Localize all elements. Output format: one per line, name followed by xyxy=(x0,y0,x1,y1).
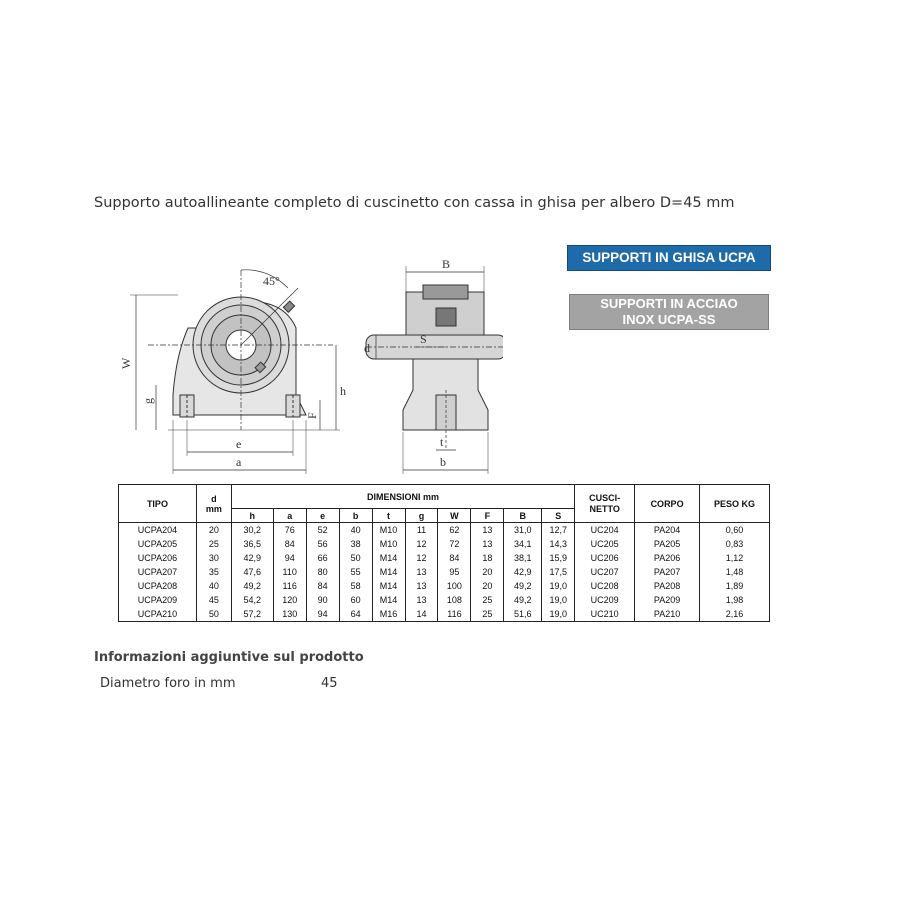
subheader-B: B xyxy=(504,509,542,523)
table-cell: 12,7 xyxy=(542,523,575,538)
label-F: F xyxy=(305,412,319,419)
info-title: Informazioni aggiuntive sul prodotto xyxy=(94,650,364,665)
table-cell: 13 xyxy=(471,523,504,538)
table-row xyxy=(119,607,770,622)
table-cell: UC209 xyxy=(575,593,635,607)
table-cell: 25 xyxy=(471,593,504,607)
subheader-W: W xyxy=(438,509,471,523)
table-cell: M10 xyxy=(372,537,405,551)
table-row xyxy=(119,593,770,607)
table-cell: PA208 xyxy=(635,579,700,593)
label-B: B xyxy=(442,257,451,271)
table-cell: 17,5 xyxy=(542,565,575,579)
table-cell: 57,2 xyxy=(231,607,273,622)
table-cell: 34,1 xyxy=(504,537,542,551)
table-cell: 80 xyxy=(306,565,339,579)
header-dimensioni: DIMENSIONI mm xyxy=(231,485,574,509)
table-cell: 62 xyxy=(438,523,471,538)
table-cell: 56 xyxy=(306,537,339,551)
table-cell: 0,60 xyxy=(700,523,770,538)
supporti-inox-button[interactable]: SUPPORTI IN ACCIAO INOX UCPA-SS xyxy=(569,294,769,330)
table-cell: 42,9 xyxy=(231,551,273,565)
info-label: Diametro foro in mm xyxy=(100,676,236,691)
label-angle: 45° xyxy=(263,274,280,288)
table-cell: M14 xyxy=(372,551,405,565)
label-W: W xyxy=(119,357,133,369)
table-cell: 40 xyxy=(339,523,372,538)
table-cell: 54,2 xyxy=(231,593,273,607)
table-cell: PA210 xyxy=(635,607,700,622)
table-cell: 84 xyxy=(273,537,306,551)
table-cell: 1,48 xyxy=(700,565,770,579)
table-cell: 76 xyxy=(273,523,306,538)
table-cell: 19,0 xyxy=(542,607,575,622)
label-S: S xyxy=(420,332,427,346)
table-cell: 2,16 xyxy=(700,607,770,622)
technical-drawing xyxy=(118,250,503,475)
table-cell: UCPA209 xyxy=(119,593,197,607)
table-cell: 13 xyxy=(405,565,438,579)
table-cell: M14 xyxy=(372,579,405,593)
table-cell: 30,2 xyxy=(231,523,273,538)
table-cell: 13 xyxy=(405,593,438,607)
table-row xyxy=(119,537,770,551)
table-cell: 95 xyxy=(438,565,471,579)
table-cell: 0,83 xyxy=(700,537,770,551)
side-view xyxy=(366,266,503,474)
table-cell: UC204 xyxy=(575,523,635,538)
header-corpo: CORPO xyxy=(635,485,700,523)
table-cell: 14 xyxy=(405,607,438,622)
table-cell: 25 xyxy=(471,607,504,622)
table-cell: UCPA205 xyxy=(119,537,197,551)
header-tipo: TIPO xyxy=(119,485,197,523)
label-t: t xyxy=(440,435,444,449)
table-cell: 19,0 xyxy=(542,579,575,593)
table-cell: 90 xyxy=(306,593,339,607)
table-cell: 42,9 xyxy=(504,565,542,579)
table-cell: 64 xyxy=(339,607,372,622)
table-cell: 50 xyxy=(196,607,231,622)
table-cell: 120 xyxy=(273,593,306,607)
subheader-S: S xyxy=(542,509,575,523)
table-cell: 38 xyxy=(339,537,372,551)
table-cell: M14 xyxy=(372,593,405,607)
front-view xyxy=(130,270,340,474)
table-cell: 35 xyxy=(196,565,231,579)
table-cell: UC205 xyxy=(575,537,635,551)
table-cell: 84 xyxy=(306,579,339,593)
table-cell: UC210 xyxy=(575,607,635,622)
table-cell: 130 xyxy=(273,607,306,622)
table-cell: 52 xyxy=(306,523,339,538)
table-cell: 13 xyxy=(405,579,438,593)
subheader-t: t xyxy=(372,509,405,523)
table-cell: M14 xyxy=(372,565,405,579)
subheader-a: a xyxy=(273,509,306,523)
table-cell: PA207 xyxy=(635,565,700,579)
table-cell: PA204 xyxy=(635,523,700,538)
table-cell: 1,98 xyxy=(700,593,770,607)
table-cell: 100 xyxy=(438,579,471,593)
table-cell: M10 xyxy=(372,523,405,538)
table-cell: 116 xyxy=(438,607,471,622)
table-cell: 94 xyxy=(306,607,339,622)
table-cell: 72 xyxy=(438,537,471,551)
subheader-F: F xyxy=(471,509,504,523)
table-cell: 60 xyxy=(339,593,372,607)
header-d: d mm xyxy=(196,485,231,523)
table-cell: 25 xyxy=(196,537,231,551)
table-cell: 108 xyxy=(438,593,471,607)
table-cell: 13 xyxy=(471,537,504,551)
table-cell: 58 xyxy=(339,579,372,593)
info-value: 45 xyxy=(321,676,338,691)
label-h: h xyxy=(340,384,346,398)
table-cell: 1,12 xyxy=(700,551,770,565)
table-row xyxy=(119,565,770,579)
table-cell: 15,9 xyxy=(542,551,575,565)
table-cell: 18 xyxy=(471,551,504,565)
table-cell: 20 xyxy=(471,579,504,593)
table-cell: 47,6 xyxy=(231,565,273,579)
table-cell: 31,0 xyxy=(504,523,542,538)
table-cell: 12 xyxy=(405,537,438,551)
table-cell: UC206 xyxy=(575,551,635,565)
table-cell: 38,1 xyxy=(504,551,542,565)
table-cell: 66 xyxy=(306,551,339,565)
table-cell: 50 xyxy=(339,551,372,565)
table-cell: 11 xyxy=(405,523,438,538)
subheader-b: b xyxy=(339,509,372,523)
table-cell: UCPA208 xyxy=(119,579,197,593)
header-peso: PESO KG xyxy=(700,485,770,523)
table-cell: PA206 xyxy=(635,551,700,565)
subheader-h: h xyxy=(231,509,273,523)
label-a: a xyxy=(236,455,242,469)
table-cell: 55 xyxy=(339,565,372,579)
table-cell: UCPA204 xyxy=(119,523,197,538)
subheader-g: g xyxy=(405,509,438,523)
table-cell: 20 xyxy=(471,565,504,579)
table-cell: 94 xyxy=(273,551,306,565)
table-row xyxy=(119,579,770,593)
table-cell: UC208 xyxy=(575,579,635,593)
table-cell: UCPA207 xyxy=(119,565,197,579)
table-cell: 49,2 xyxy=(231,579,273,593)
spec-table xyxy=(118,484,770,622)
table-row xyxy=(119,523,770,538)
table-cell: 49,2 xyxy=(504,593,542,607)
table-cell: 19,0 xyxy=(542,593,575,607)
supporti-ghisa-button[interactable]: SUPPORTI IN GHISA UCPA xyxy=(567,245,771,271)
table-cell: 40 xyxy=(196,579,231,593)
table-cell: PA209 xyxy=(635,593,700,607)
label-b: b xyxy=(440,455,446,469)
table-cell: M16 xyxy=(372,607,405,622)
table-cell: UCPA206 xyxy=(119,551,197,565)
table-cell: 110 xyxy=(273,565,306,579)
label-e: e xyxy=(236,437,242,451)
table-cell: 14,3 xyxy=(542,537,575,551)
table-cell: 30 xyxy=(196,551,231,565)
header-cuscinetto: CUSCI- NETTO xyxy=(575,485,635,523)
table-cell: 36,5 xyxy=(231,537,273,551)
table-cell: 45 xyxy=(196,593,231,607)
table-cell: UC207 xyxy=(575,565,635,579)
table-cell: 51,6 xyxy=(504,607,542,622)
table-cell: 20 xyxy=(196,523,231,538)
table-cell: 12 xyxy=(405,551,438,565)
table-cell: 84 xyxy=(438,551,471,565)
product-headline: Supporto autoallineante completo di cuscinetto con cassa in ghisa per albero D=45 mm xyxy=(94,195,735,211)
table-cell: PA205 xyxy=(635,537,700,551)
label-d: d xyxy=(364,341,370,355)
table-cell: UCPA210 xyxy=(119,607,197,622)
subheader-e: e xyxy=(306,509,339,523)
table-row xyxy=(119,551,770,565)
table-cell: 1,89 xyxy=(700,579,770,593)
table-cell: 116 xyxy=(273,579,306,593)
table-cell: 49,2 xyxy=(504,579,542,593)
label-g: g xyxy=(141,398,155,404)
